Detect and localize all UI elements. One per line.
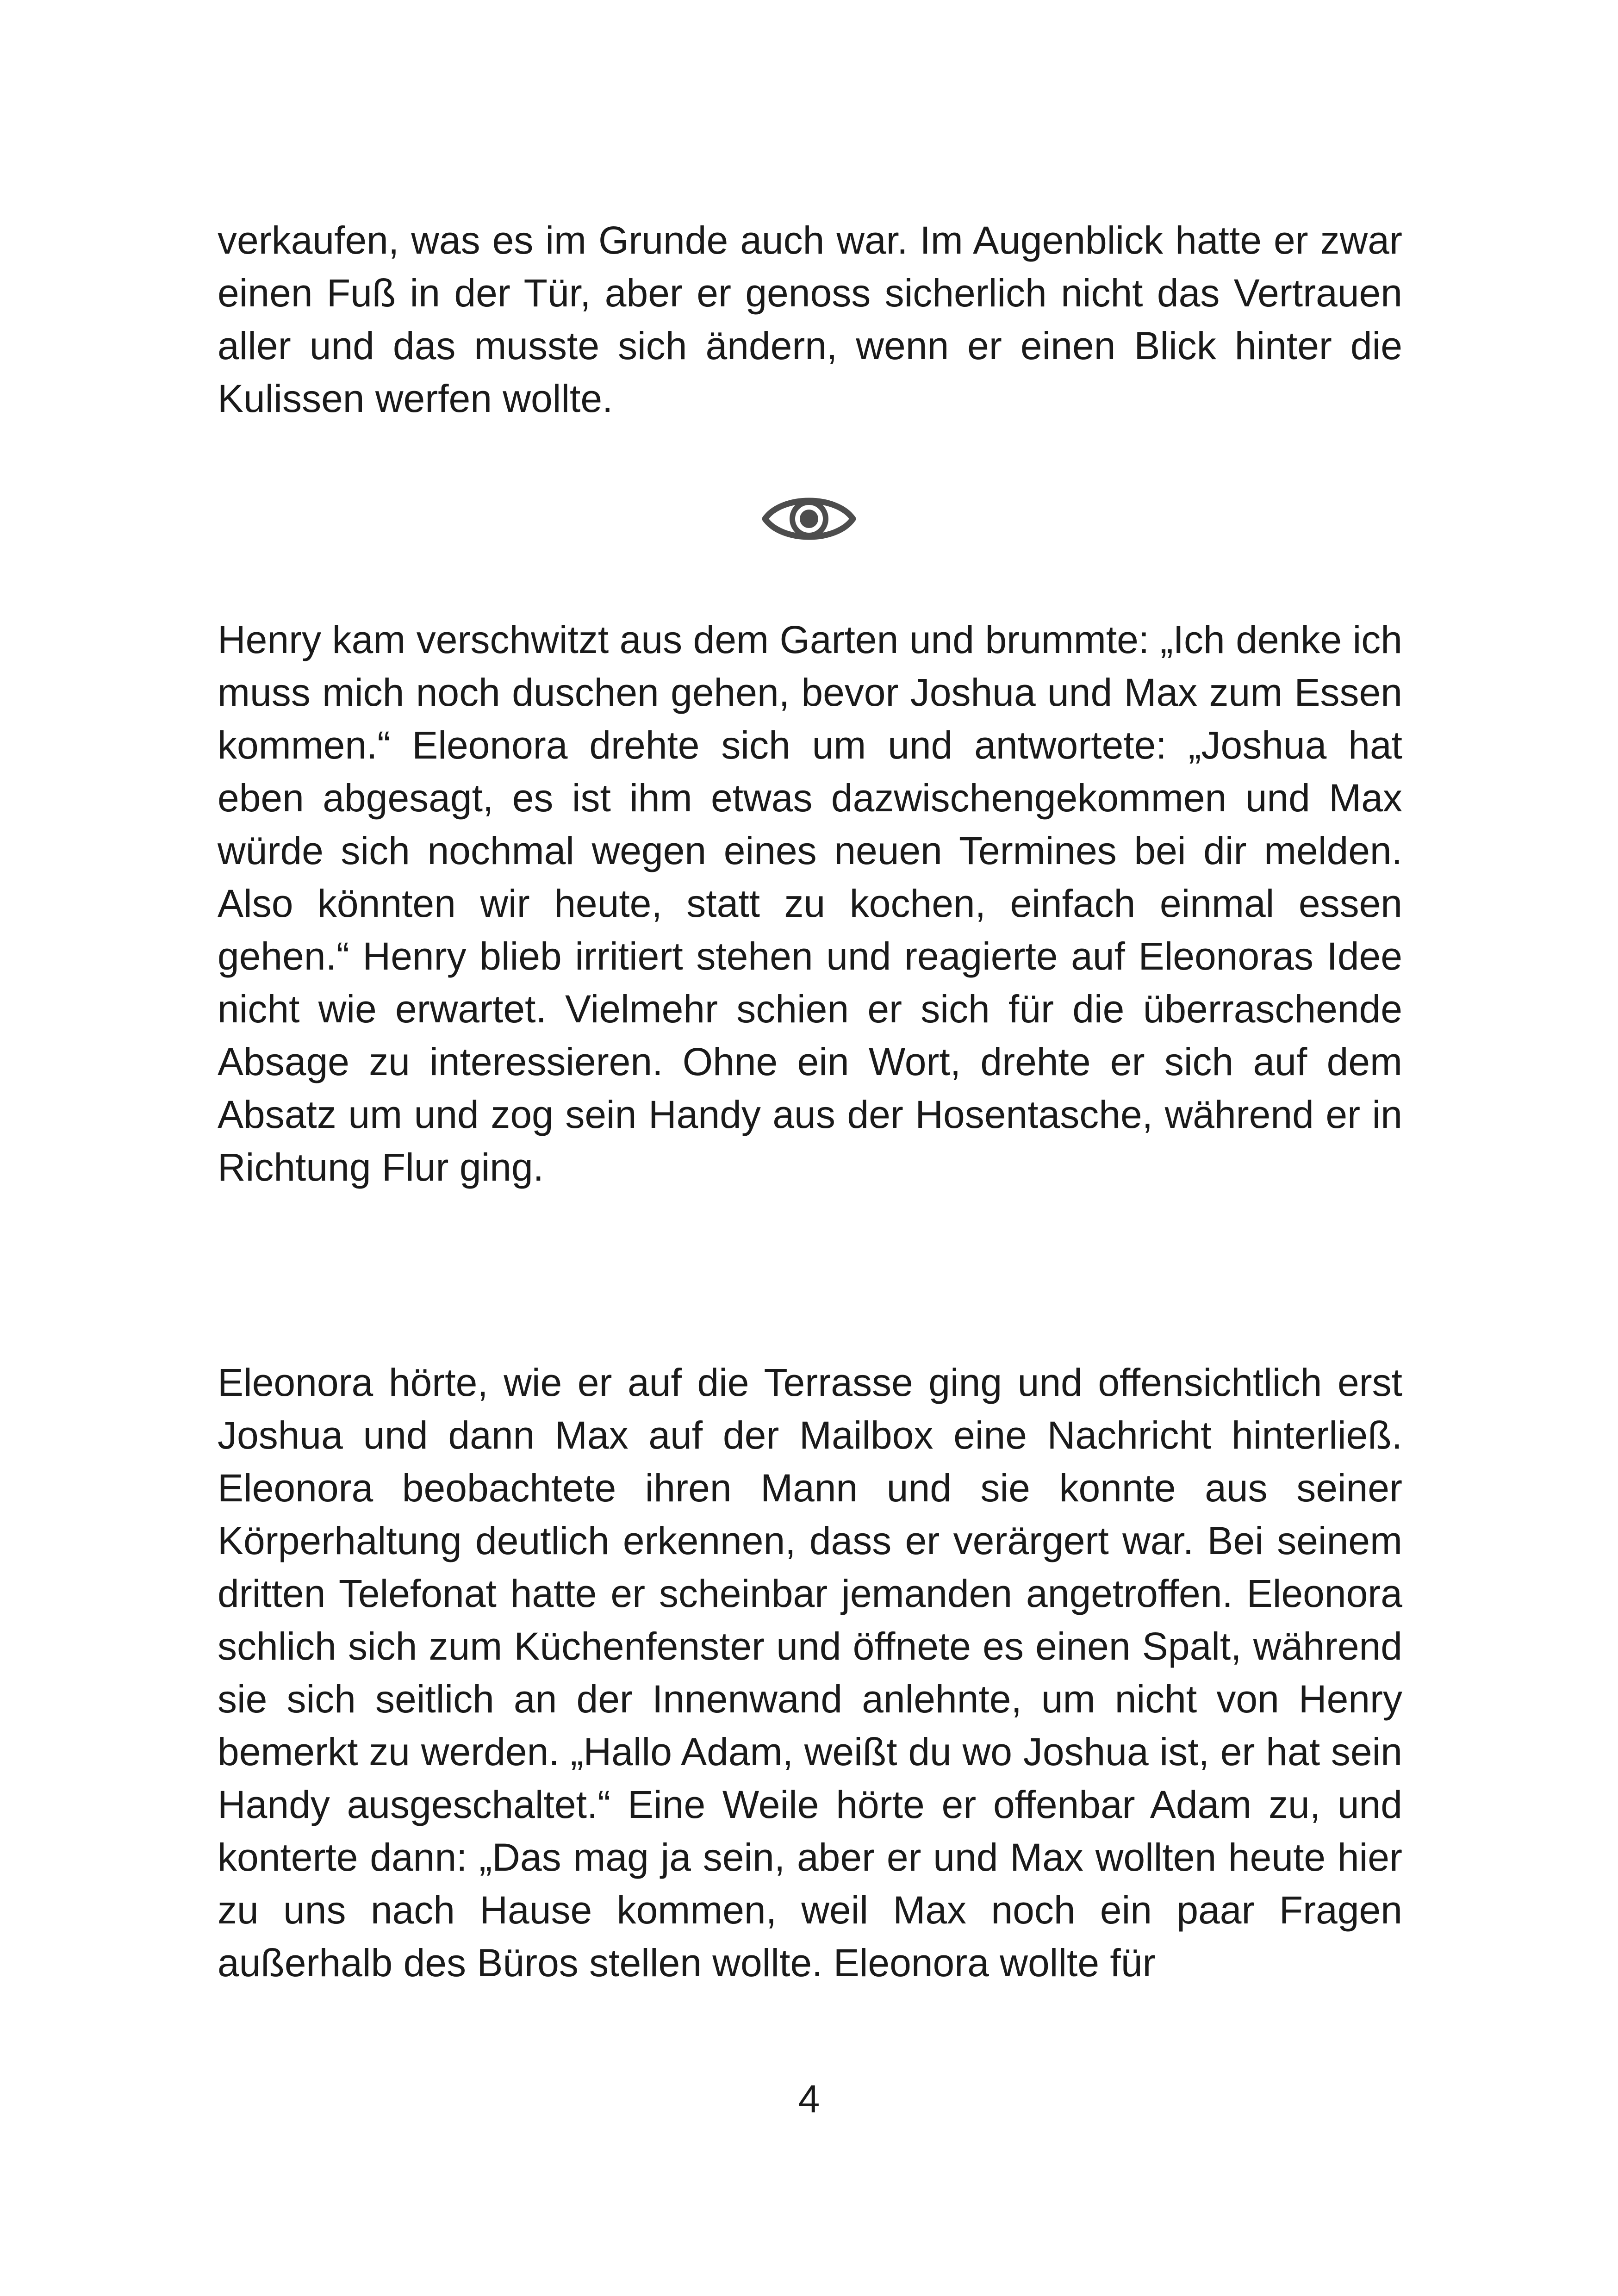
page-number: 4 (798, 2077, 820, 2121)
paragraph-continuation: verkaufen, was es im Grunde auch war. Im Augenblick hatte er zwar einen Fuß in der Tür, aber er genoss sicherlich nicht das Vertrauen aller und das musste sich ändern, wenn er einen Blick hinter die Kulissen werfen wollte. (218, 218, 1402, 420)
paragraph-eleonora: Eleonora hörte, wie er auf die Terrasse ging und offensichtlich erst Joshua und dann Max auf der Mailbox eine Nachricht hinterließ. Eleonora beobachtete ihren Mann und sie konnte aus seiner Körperhaltung deutlich erkennen, dass er verärgert war. Bei seinem dritten Telefonat hatte er scheinbar jemanden angetroffen. Eleonora schlich sich zum Küchenfenster und öffnete es einen Spalt, während sie sich seitlich an der Innenwand anlehnte, um nicht von Henry bemerkt zu werden. „Hallo Adam, weißt du wo Joshua ist, er hat sein Handy ausgeschaltet.“ Eine Weile hörte er offenbar Adam zu, und konterte dann: „Das mag ja sein, aber er und Max wollten heute hier zu uns nach Hause kommen, weil Max noch ein paar Fragen außerhalb des Büros stellen wollte. Eleonora wollte für (218, 1361, 1402, 1985)
eye-icon (759, 487, 859, 550)
paragraph-henry: Henry kam verschwitzt aus dem Garten und brummte: „Ich denke ich muss mich noch duschen gehen, bevor Joshua und Max zum Essen kommen.“ Eleonora drehte sich um und antwortete: „Joshua hat eben abgesagt, es ist ihm etwas dazwischengekommen und Max würde sich nochmal wegen eines neuen Termines bei dir melden. Also könnten wir heute, statt zu kochen, einfach einmal essen gehen.“ Henry blieb irritiert stehen und reagierte auf Eleonoras Idee nicht wie erwartet. Vielmehr schien er sich für die überraschende Absage zu interessieren. Ohne ein Wort, drehte er sich auf dem Absatz um und zog sein Handy aus der Hosentasche, während er in Richtung Flur ging. (218, 618, 1402, 1189)
